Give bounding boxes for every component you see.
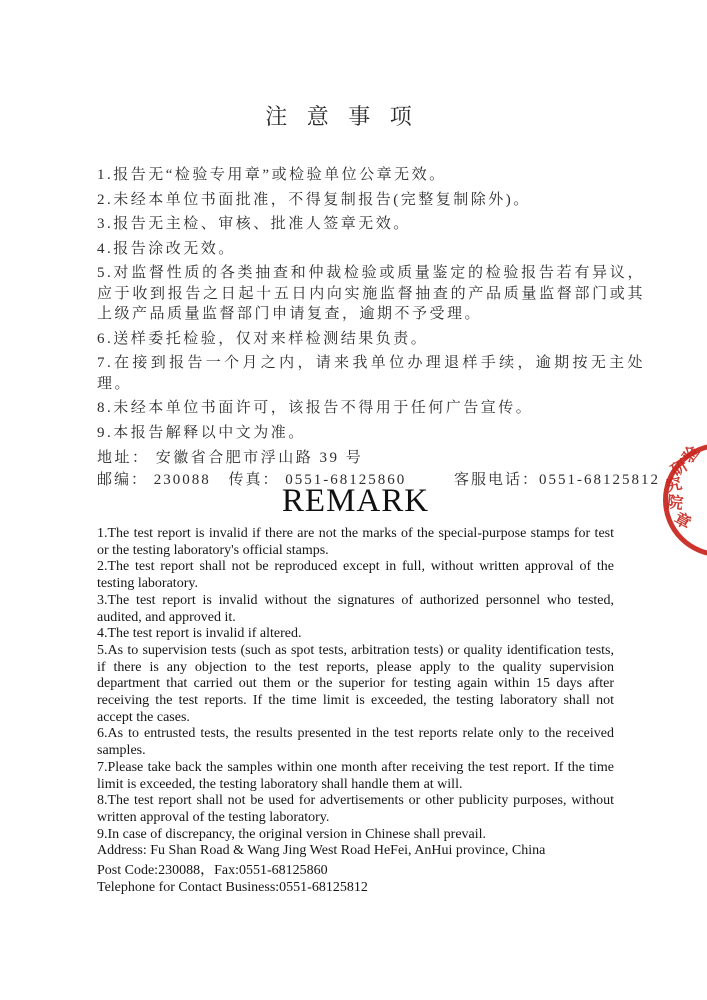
postal-code: 邮编： 230088 (97, 472, 211, 488)
remark-item-2: 2.The test report shall not be reproduced except in full, without written approval of the testing laboratory. (97, 559, 614, 592)
stamp-character: 究 (664, 475, 684, 496)
english-telephone-line: Telephone for Contact Business:0551-68125812 (97, 879, 368, 895)
chinese-notice-item-1: 1.报告无“检验专用章”或检验单位公章无效。 (97, 167, 447, 183)
chinese-address-line: 地址： 安徽省合肥市浮山路 39 号 (97, 450, 364, 466)
stamp-character: 章 (671, 510, 694, 533)
chinese-notice-item-7: 7.在接到报告一个月之内，请来我单位办理退样手续，逾期按无主处理。 (97, 355, 645, 392)
remark-item-4: 4.The test report is invalid if altered. (97, 626, 302, 642)
english-postcode-line: Post Code:230088，Fax:0551-68125860 (97, 863, 328, 879)
remark-item-7: 7.Please take back the samples within one month after receiving the test report. If the time limit is exceeded, the testing laboratory shall handle them at will. (97, 759, 614, 792)
chinese-notice-title: 注 意 事 项 (265, 104, 419, 129)
remark-item-1: 1.The test report is invalid if there are not the marks of the special-purpose stamps for test or the testing laboratory's official stamps. (97, 526, 614, 558)
chinese-notice-section (97, 100, 661, 491)
chinese-notice-item-4: 4.报告涂改无效。 (97, 240, 236, 257)
chinese-notice-item-2: 2.未经本单位书面批准，不得复制报告(完整复制除外)。 (97, 191, 531, 208)
chinese-notice-item-8: 8.未经本单位书面许可，该报告不得用于任何广告宣传。 (97, 400, 534, 416)
remark-item-6: 6.As to entrusted tests, the results presented in the test reports relate only to the received samples. (97, 726, 614, 759)
english-address-line: Address: Fu Shan Road & Wang Jing West Road HeFei, AnHui province, China (97, 843, 546, 859)
chinese-notice-item-5: 5.对监督性质的各类抽查和仲裁检验或质量鉴定的检验报告若有异议，应于收到报告之日起十五日内向实施监督抽查的产品质量监督部门或其上级产品质量监督部门申请复查，逾期不予受理。 (97, 265, 645, 322)
remark-title: REMARK (281, 483, 430, 519)
stamp-character: 院 (666, 494, 685, 513)
stamp-character: 研 (668, 457, 692, 481)
stamp-ring (663, 443, 707, 557)
chinese-notice-item-6: 6.送样委托检验，仅对来样检测结果负责。 (97, 330, 429, 347)
official-stamp (663, 443, 707, 557)
chinese-notice-item-9: 9.本报告解释以中文为准。 (97, 424, 306, 441)
service-phone: 客服电话：0551-68125812 (454, 472, 661, 488)
chinese-notice-item-3: 3.报告无主检、审核、批准人签章无效。 (97, 216, 411, 232)
remark-item-9: 9.In case of discrepancy, the original version in Chinese shall prevail. (97, 826, 487, 842)
stamp-character: 验 (679, 443, 704, 467)
remark-item-3: 3.The test report is invalid without the signatures of authorized personnel who tested, audited, and approved it. (97, 592, 614, 625)
english-remark-section (97, 483, 614, 896)
remark-item-8: 8.The test report shall not be used for advertisements or other publicity purposes, without written approval of the testing laboratory. (97, 793, 614, 825)
fax-number: 传真： 0551-68125860 (228, 472, 407, 488)
remark-item-5: 5.As to supervision tests (such as spot tests, arbitration tests) or quality identification tests, if there is any objection to the test reports, please apply to the quality supervision department that carried out them or the superior for testing again within 15 days after receiving the test reports. If the time limit is exceeded, the testing laboratory shall not accept the cases. (97, 642, 614, 725)
